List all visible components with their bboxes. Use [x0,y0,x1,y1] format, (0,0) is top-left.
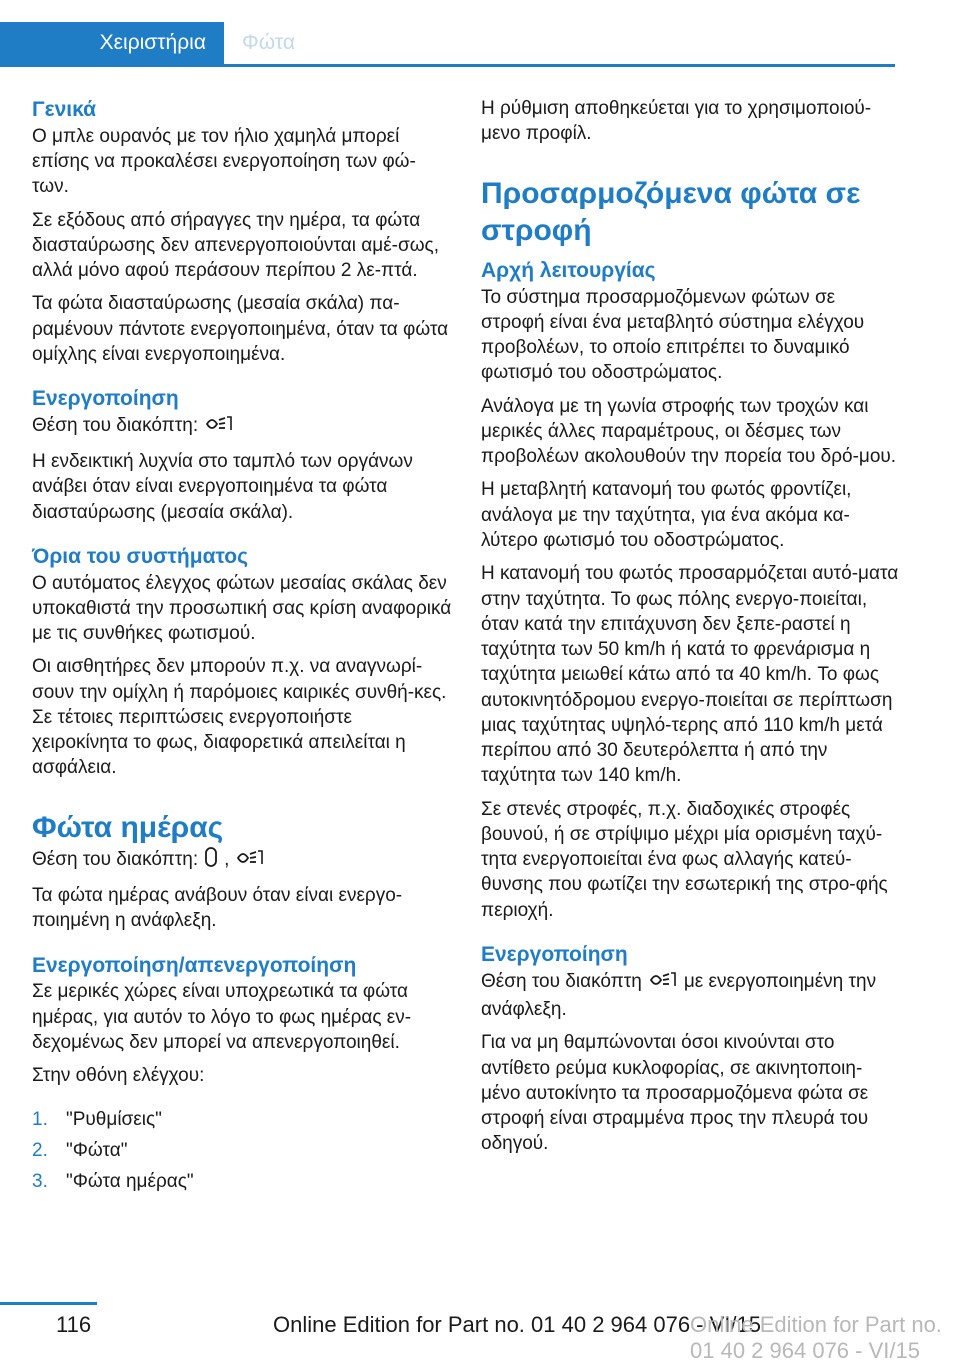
edition-label: Online Edition for Part no. 01 40 2 964 076 - VI/15 [273,1312,761,1337]
daylight-switch-line [32,846,452,875]
adaptive-switch-suffix: με ενεργοποιημένη την ανάφλεξη. [481,970,877,1020]
principle-heading: Αρχή λειτουργίας [481,258,656,282]
adaptive-activation-paragraph: Για να μη θαμπώνονται όσοι κινούνται στο αντίθετο ρεύμα κυκλοφορίας, σε ακινητοποιη-μένο αυτοκίνητο τα προσαρμοζόμενα φώτα σε στροφή είναι στραμμένα προς την πλευρά του οδηγού. [481,1032,869,1155]
adaptive-switch-line [481,969,901,1023]
principle-paragraph-5: Σε στενές στροφές, π.χ. διαδοχικές στροφές βουνού, ή σε στρίψιμο μέχρι μία ορισμένη ταχύ-τητα ενεργοποιείται ένα φως αλλαγής κατεύ-θυνσης που φωτίζει την εσωτερική της στρο-φής περιοχή. [481,798,888,921]
step-text: "Φώτα ημέρας" [66,1171,194,1193]
right-column [481,96,901,1157]
general-paragraph-2: Σε εξόδους από σήραγγες την ημέρα, τα φώτα διασταύρωσης δεν απενεργοποιούνται αμέ-σως, αλλά μόνο αφού περάσουν περίπου 2 λε-πτά. [32,209,439,282]
on-off-heading: Ενεργοποίηση/απενεργοποίηση [32,953,357,977]
tab-controls-label: Χειριστήρια [99,31,206,54]
adaptive-switch-label: Θέση του διακόπτη [481,970,642,992]
steps-list [32,1107,452,1195]
activation-heading: Ενεργοποίηση [32,387,179,411]
watermark: Online Edition for Part no. 01 40 2 964 076 - VI/15 [690,1312,942,1363]
control-display-label: Στην οθόνη ελέγχου: [32,1065,205,1087]
general-heading: Γενικά [32,98,97,121]
on-off-paragraph: Σε μερικές χώρες είναι υποχρεωτικά τα φώτα ημέρας, για αυτόν το λόγο το φως ημέρας εν-δεχομένως δεν μπορεί να απενεργοποιηθεί. [32,981,412,1053]
tab-lights[interactable]: Φώτα [242,31,295,54]
switch-off-icon [204,846,218,875]
step-text: "Φώτα" [66,1139,128,1161]
step-number: 1. [32,1108,48,1130]
footer-accent-line [0,1302,97,1305]
adaptive-lights-heading: Προσαρμοζόμενα φώτα σε στροφή [481,176,861,247]
page-number: 116 [56,1312,92,1337]
list-item [32,1107,452,1132]
general-paragraph-1: Ο μπλε ουρανός με τον ήλιο χαμηλά μπορεί επίσης να προκαλέσει ενεργοποίηση των φώ-των. [32,125,416,198]
activation-paragraph: Η ενδεικτική λυχνία στο ταμπλό των οργάνων ανάβει όταν είναι ενεργοποιημένα τα φώτα διασταύρωσης (μεσαία σκάλα). [32,451,413,523]
header-tab-bar [0,22,895,67]
profile-saved-paragraph: Η ρύθμιση αποθηκεύεται για το χρησιμοποιού-μενο προφίλ. [481,98,872,145]
list-item [32,1138,452,1163]
principle-paragraph-3: Η μεταβλητή κατανομή του φωτός φροντίζει, ανάλογα με την ταχύτητα, για ένα ακόμα κα-λύτερο φωτισμό του οδοστρώματος. [481,479,852,552]
daylight-switch-label: Θέση του διακόπτη: [32,848,199,870]
list-item [32,1169,452,1194]
daylight-heading: Φώτα ημέρας [32,810,224,844]
principle-paragraph-4: Η κατανομή του φωτός προσαρμόζεται αυτό-ματα στην ταχύτητα. Το φως πόλης ενεργο-ποιείται, όταν κατά την επιτάχυνση δεν ξεπε-ραστεί η ταχύτητα των 50 km/h ή κατά το φρενάρισμα η ταχύτητα μειωθεί κάτω από τα 40 km/h. Το φως αυτοκινητόδρομου ενεργο-ποιείται σε περίπτωση μιας ταχύτητας υψηλό-τερης από 110 km/h μετά περίπου από 30 δευτερόλεπτα ή από την ταχύτητα των 140 km/h. [481,563,899,787]
limits-paragraph-2: Οι αισθητήρες δεν μπορούν π.χ. να αναγνωρί-σουν την ομίχλη ή παρόμοιες καιρικές συνθή-κες. Σε τέτοιες περιπτώσεις ενεργοποιήστε χειροκίνητα το φως, διαφορετικά απειλείται η ασφάλεια. [32,656,447,779]
system-limits-heading: Όρια του συστήματος [32,544,249,568]
principle-paragraph-1: Το σύστημα προσαρμοζόμενων φώτων σε στροφή είναι ένα μεταβλητό σύστημα ελέγχου προβολέων, το οποίο επιτρέπει το δυναμικό φωτισμό του οδοστρώματος. [481,286,865,384]
principle-paragraph-2: Ανάλογα με τη γωνία στροφής των τροχών και μερικές άλλες παραμέτρους, οι δέσμες των προβολέων ακολουθούν την πορεία του δρό-μου. [481,395,897,468]
auto-headlight-icon [204,414,234,441]
general-paragraph-3: Τα φώτα διασταύρωσης (μεσαία σκάλα) πα-ραμένουν πάντοτε ενεργοποιημένα, όταν τα φώτα ομίχλης είναι ενεργοποιημένα. [32,293,449,365]
auto-headlight-icon [648,970,678,997]
step-number: 3. [32,1171,48,1193]
activation-switch-label: Θέση του διακόπτη: [32,414,199,436]
daylight-paragraph: Τα φώτα ημέρας ανάβουν όταν είναι ενεργο-ποιημένη η ανάφλεξη. [32,885,403,932]
step-number: 2. [32,1139,48,1161]
auto-headlight-icon [235,848,265,875]
tab-controls[interactable] [0,22,224,64]
left-column [32,96,452,1200]
daylight-switch-separator: , [224,848,230,870]
limits-paragraph-1: Ο αυτόματος έλεγχος φώτων μεσαίας σκάλας δεν υποκαθιστά την προσωπική σας κρίση αναφορικά με τις συνθήκες φωτισμού. [32,572,452,645]
step-text: "Ρυθμίσεις" [66,1108,162,1130]
activation-switch-line [32,413,452,441]
adaptive-activation-heading: Ενεργοποίηση [481,943,628,966]
